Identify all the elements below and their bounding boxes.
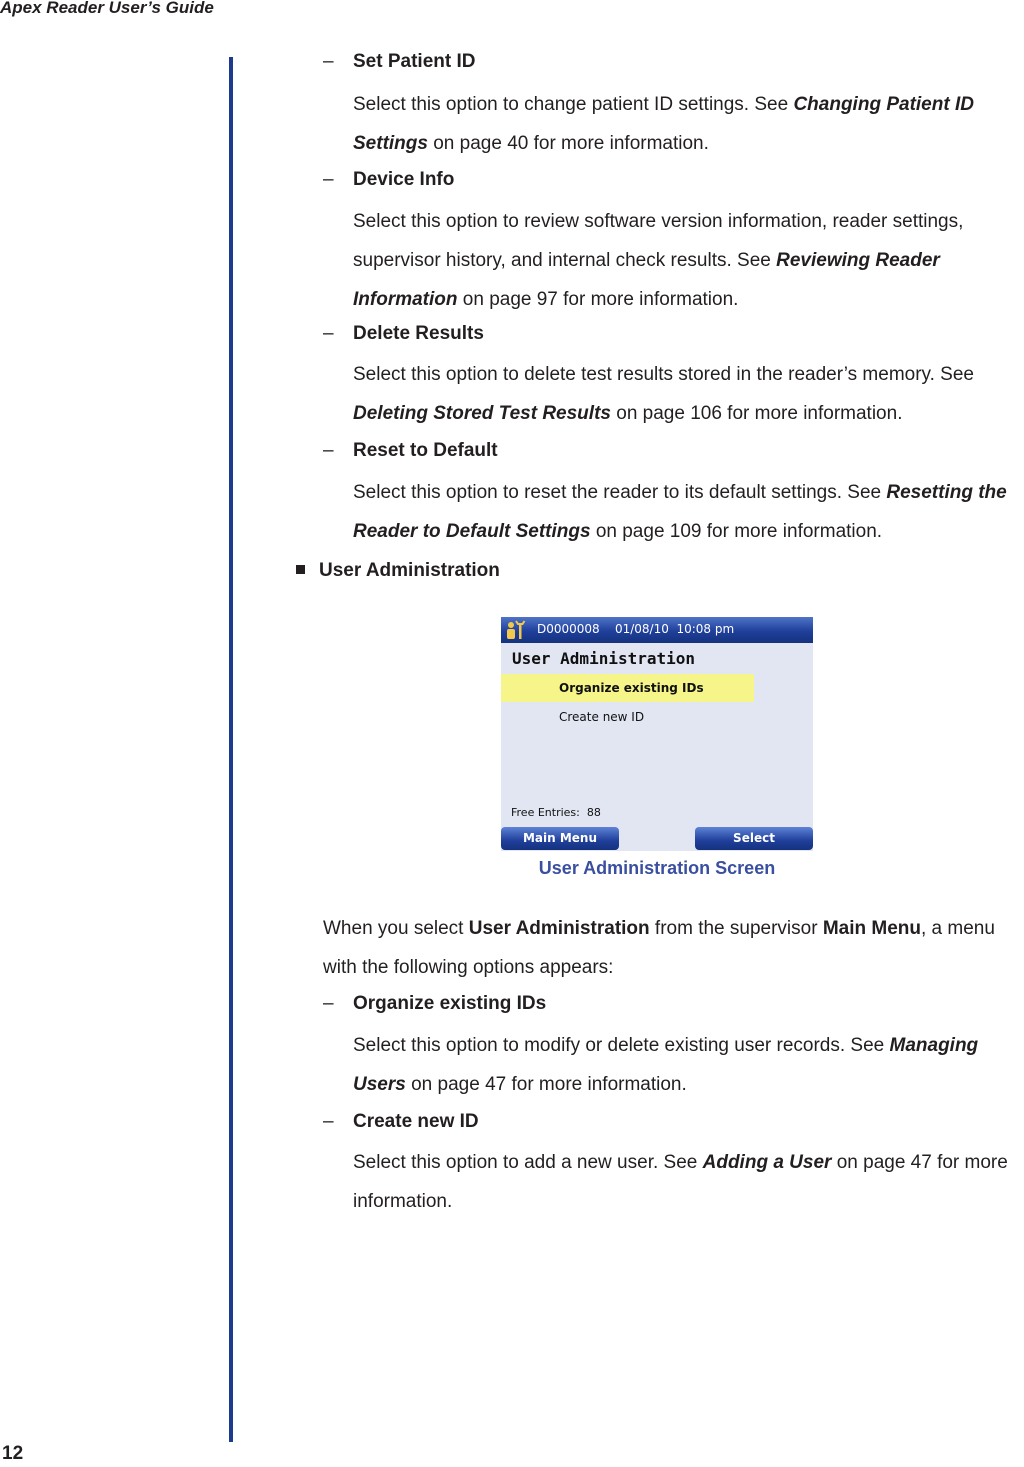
intro-text: from the supervisor xyxy=(649,918,823,939)
item-title: Device Info xyxy=(353,169,455,190)
item-title: Organize existing IDs xyxy=(353,993,547,1014)
description-text: on page 97 for more information. xyxy=(457,289,739,310)
description-text: on page 40 for more information. xyxy=(427,133,709,154)
cross-reference: Adding a User xyxy=(702,1152,832,1173)
item-title: Set Patient ID xyxy=(353,51,476,72)
item-title: Create new ID xyxy=(353,1111,479,1132)
section-heading xyxy=(296,560,500,582)
item-description xyxy=(353,473,1024,551)
dash-marker: – xyxy=(323,440,334,461)
free-entries-label: Free Entries: xyxy=(511,806,580,819)
user-wrench-icon xyxy=(505,620,527,640)
description-text: Select this option to change patient ID settings. See xyxy=(353,94,794,115)
description-text: on page 47 for more information. xyxy=(353,1152,1008,1212)
cross-reference: Deleting Stored Test Results xyxy=(353,403,611,424)
device-option-label: Organize existing IDs xyxy=(559,681,704,695)
description-text: Select this option to reset the reader to its default settings. See xyxy=(353,482,887,503)
description-text: Select this option to review software version information, reader settings, supervisor history, and internal check results. See xyxy=(353,211,964,271)
cross-reference: Managing Users xyxy=(353,1035,979,1095)
item-heading xyxy=(323,993,546,1015)
item-title: Reset to Default xyxy=(353,440,498,461)
item-heading xyxy=(323,169,454,191)
dash-marker: – xyxy=(323,169,334,190)
free-entries xyxy=(511,806,601,819)
intro-paragraph xyxy=(323,909,1023,987)
dash-marker: – xyxy=(323,1111,334,1132)
device-status-bar xyxy=(501,617,813,643)
free-entries-value: 88 xyxy=(586,806,601,819)
description-text: Select this option to modify or delete existing user records. See xyxy=(353,1035,890,1056)
cross-reference: Resetting the Reader to Default Settings xyxy=(353,482,1007,542)
device-option-create xyxy=(501,703,754,731)
section-title: User Administration xyxy=(319,560,500,581)
device-screen-title: User Administration xyxy=(512,649,696,668)
cross-reference: Reviewing Reader Information xyxy=(353,250,940,310)
item-heading xyxy=(323,323,484,345)
device-main-menu-button: Main Menu xyxy=(501,827,619,850)
running-header: Apex Reader User’s Guide xyxy=(0,0,214,17)
item-heading xyxy=(323,440,498,462)
item-description xyxy=(353,355,1024,433)
item-heading xyxy=(323,51,475,73)
intro-text: , a menu with the following options appears: xyxy=(323,918,995,978)
intro-bold: Main Menu xyxy=(822,918,921,939)
margin-rule xyxy=(229,57,233,1442)
page-number: 12 xyxy=(2,1443,24,1464)
bullet-square xyxy=(296,565,305,574)
intro-text: When you select xyxy=(323,918,469,939)
description-text: on page 109 for more information. xyxy=(590,521,883,542)
item-description xyxy=(353,1026,1024,1104)
device-status-text: D0000008 01/08/10 10:08 pm xyxy=(537,622,735,636)
device-screenshot xyxy=(501,617,813,851)
description-text: on page 47 for more information. xyxy=(405,1074,687,1095)
description-text: on page 106 for more information. xyxy=(610,403,903,424)
figure-caption: User Administration Screen xyxy=(538,858,776,878)
cross-reference: Changing Patient ID Settings xyxy=(353,94,974,154)
item-description xyxy=(353,202,1024,319)
dash-marker: – xyxy=(323,323,334,344)
item-title: Delete Results xyxy=(353,323,484,344)
device-option-label: Create new ID xyxy=(559,710,645,724)
item-description xyxy=(353,85,1024,163)
dash-marker: – xyxy=(323,993,334,1014)
description-text: Select this option to delete test results stored in the reader’s memory. See xyxy=(353,364,974,385)
item-description xyxy=(353,1143,1024,1221)
intro-bold: User Administration xyxy=(468,918,650,939)
description-text: Select this option to add a new user. See xyxy=(353,1152,703,1173)
device-option-organize xyxy=(501,674,754,702)
dash-marker: – xyxy=(323,51,334,72)
item-heading xyxy=(323,1111,479,1133)
device-select-button: Select xyxy=(695,827,813,850)
